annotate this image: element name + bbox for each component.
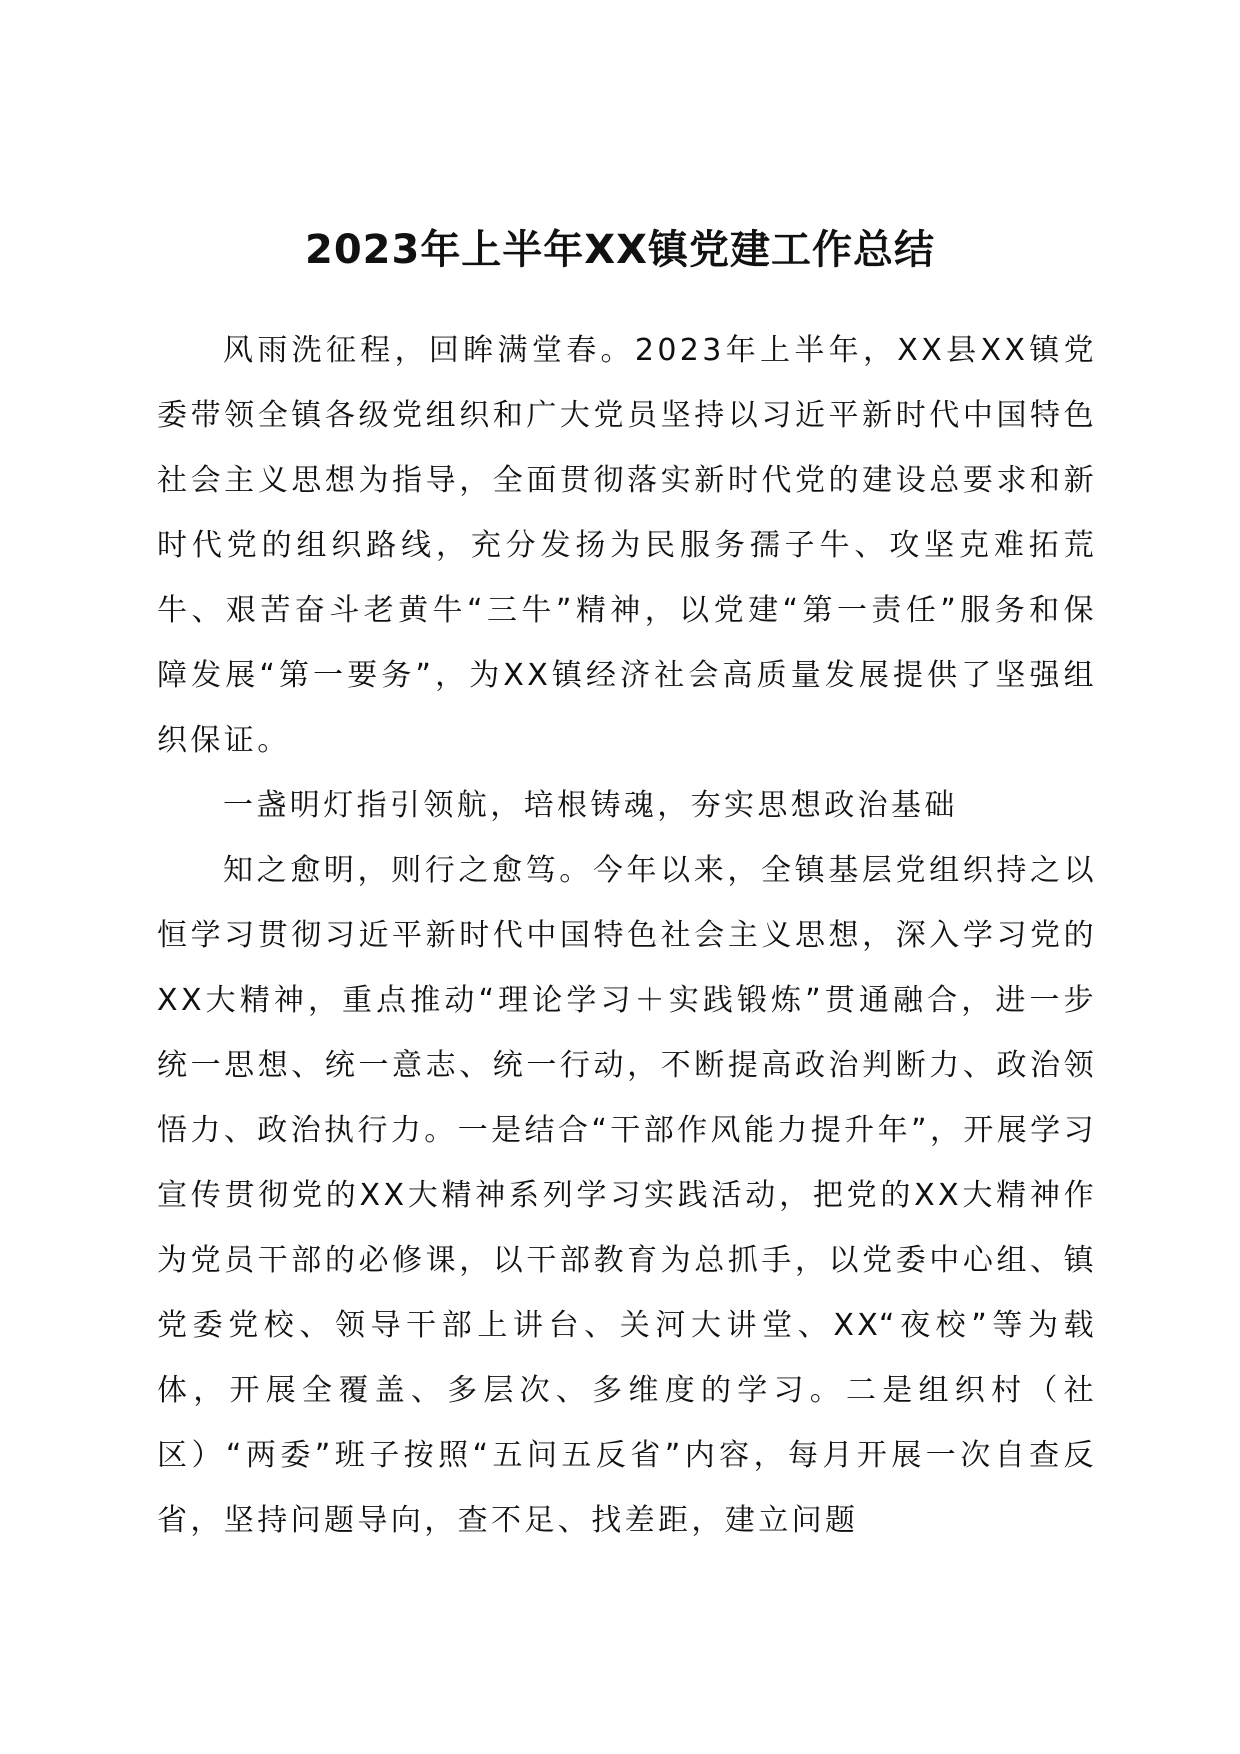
section-heading: 一盏明灯指引领航，培根铸魂，夯实思想政治基础 [223,788,958,823]
paragraph-section-one: 知之愈明，则行之愈笃。今年以来，全镇基层党组织持之以恒学习贯彻习近平新时代中国特色社会主义思想，深入学习党的XX大精神，重点推动“理论学习＋实践锻炼”贯通融合，进一步统一思想、统一意志、统一行动，不断提高政治判断力、政治领悟力、政治执行力。一是结合“干部作风能力提升年”，开展学习宣传贯彻党的XX大精神系列学习实践活动，把党的XX大精神作为党员干部的必修课，以干部教育为总抓手，以党委中心组、镇党委党校、领导干部上讲台、关河大讲堂、XX“夜校”等为载体，开展全覆盖、多层次、多维度的学习。二是组织村（社区）“两委”班子按照“五问五反省”内容，每月开展一次自查反省，坚持问题导向，查不足、找差距，建立问题 [157,853,1097,1538]
document-title: 2023年上半年XX镇党建工作总结 [304,227,935,273]
document-body [157,318,1097,1553]
paragraph-intro: 风雨洗征程，回眸满堂春。2023年上半年，XX县XX镇党委带领全镇各级党组织和广大党员坚持以习近平新时代中国特色社会主义思想为指导，全面贯彻落实新时代党的建设总要求和新时代党的组织路线，充分发扬为民服务孺子牛、攻坚克难拓荒牛、艰苦奋斗老黄牛“三牛”精神，以党建“第一责任”服务和保障发展“第一要务”，为XX镇经济社会高质量发展提供了坚强组织保证。 [157,333,1097,758]
